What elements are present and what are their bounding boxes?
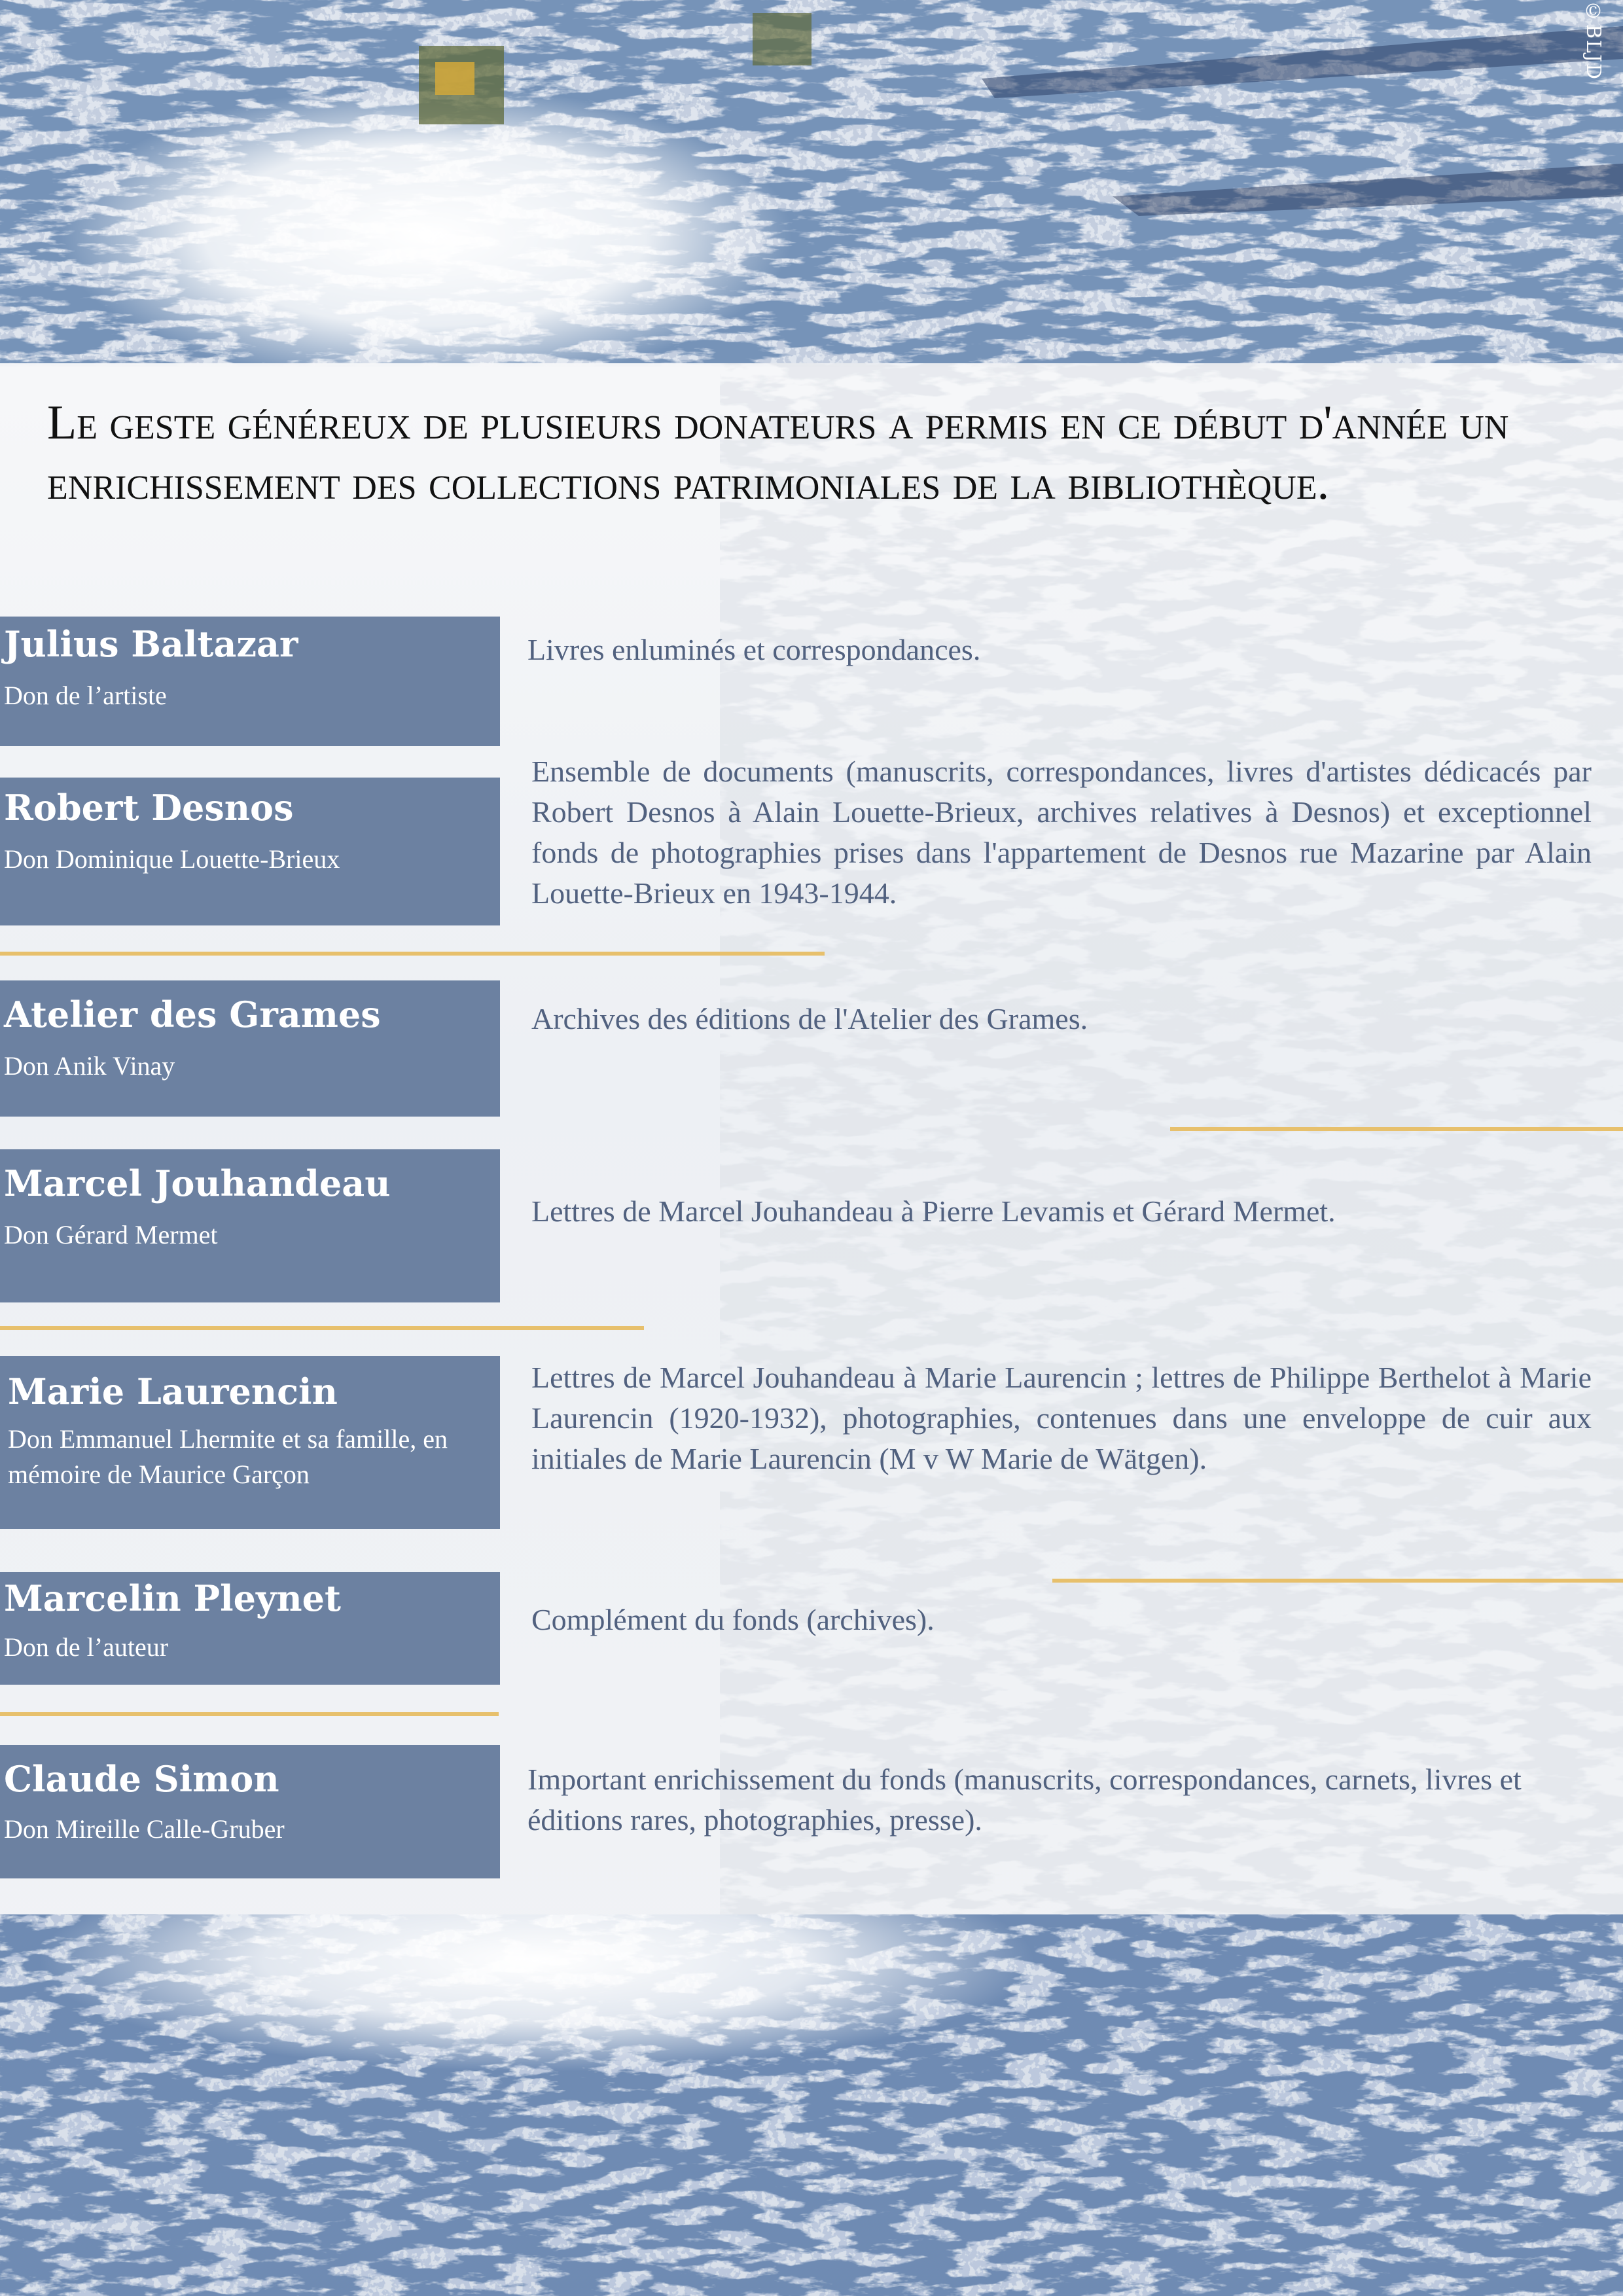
copyright-notice: ©BLJD	[1582, 0, 1605, 81]
donor-name: Julius Baltazar	[4, 623, 298, 665]
donor-source: Don Emmanuel Lhermite et sa famille, en mémoire de Maurice Garçon	[8, 1424, 448, 1489]
donation-description: Livres enluminés et correspondances.	[527, 633, 981, 666]
donor-source: Don Dominique Louette-Brieux	[4, 844, 340, 874]
background-painting-bottom	[0, 1914, 1623, 2296]
donation-description: Ensemble de documents (manuscrits, correspondances, livres d'artistes dédicacés par Robert Desnos à Alain Louette-Brieux, archives relatives à Desnos) et exceptionnel fonds de photographies prises dans l'appartement de Desnos rue Mazarine par Alain Louette-Brieux en 1943-1944.	[531, 755, 1592, 910]
divider-rule	[0, 1326, 644, 1330]
donor-source: Don Gérard Mermet	[4, 1220, 218, 1249]
background-painting-top	[0, 0, 1623, 367]
donor-box-claude-simon	[0, 1745, 500, 1878]
divider-rule	[0, 1712, 499, 1716]
donation-description: Lettres de Marcel Jouhandeau à Pierre Levamis et Gérard Mermet.	[531, 1194, 1336, 1228]
divider-rule	[0, 952, 825, 956]
donor-name: Claude Simon	[4, 1758, 279, 1800]
donor-name: Marcelin Pleynet	[4, 1577, 341, 1619]
donor-box-marcelin-pleynet	[0, 1572, 500, 1685]
donation-description: Archives des éditions de l'Atelier des Grames.	[531, 1002, 1088, 1035]
donor-source: Don Anik Vinay	[4, 1051, 175, 1081]
donation-description: Complément du fonds (archives).	[531, 1603, 935, 1636]
divider-rule	[1170, 1127, 1623, 1131]
donor-name: Atelier des Grames	[4, 994, 381, 1035]
donor-source: Don Mireille Calle-Gruber	[4, 1814, 285, 1844]
donation-description: Important enrichissement du fonds (manuscrits, correspondances, carnets, livres et éditions rares, photographies, presse).	[527, 1763, 1522, 1837]
donor-box-robert-desnos	[0, 778, 500, 925]
donation-description: Lettres de Marcel Jouhandeau à Marie Laurencin ; lettres de Philippe Berthelot à Marie Laurencin (1920-1932), photographies, contenues dans une enveloppe de cuir aux initiales de Marie Laurencin (M v W Marie de Wätgen).	[531, 1361, 1592, 1475]
donor-box-atelier-des-grames	[0, 980, 500, 1117]
divider-rule	[1052, 1579, 1623, 1583]
donor-box-marie-laurencin	[0, 1356, 500, 1529]
donor-source: Don de l’artiste	[4, 681, 167, 710]
donor-name: Robert Desnos	[4, 787, 294, 829]
page-headline: Le geste généreux de plusieurs donateurs a permis en ce début d'année un enrichissement des collections patrimoniales de la bibliothèque.	[47, 396, 1509, 510]
donor-box-julius-baltazar	[0, 617, 500, 746]
donor-name: Marie Laurencin	[8, 1371, 338, 1412]
donor-source: Don de l’auteur	[4, 1632, 169, 1662]
donor-box-marcel-jouhandeau	[0, 1149, 500, 1302]
donor-name: Marcel Jouhandeau	[4, 1162, 391, 1204]
